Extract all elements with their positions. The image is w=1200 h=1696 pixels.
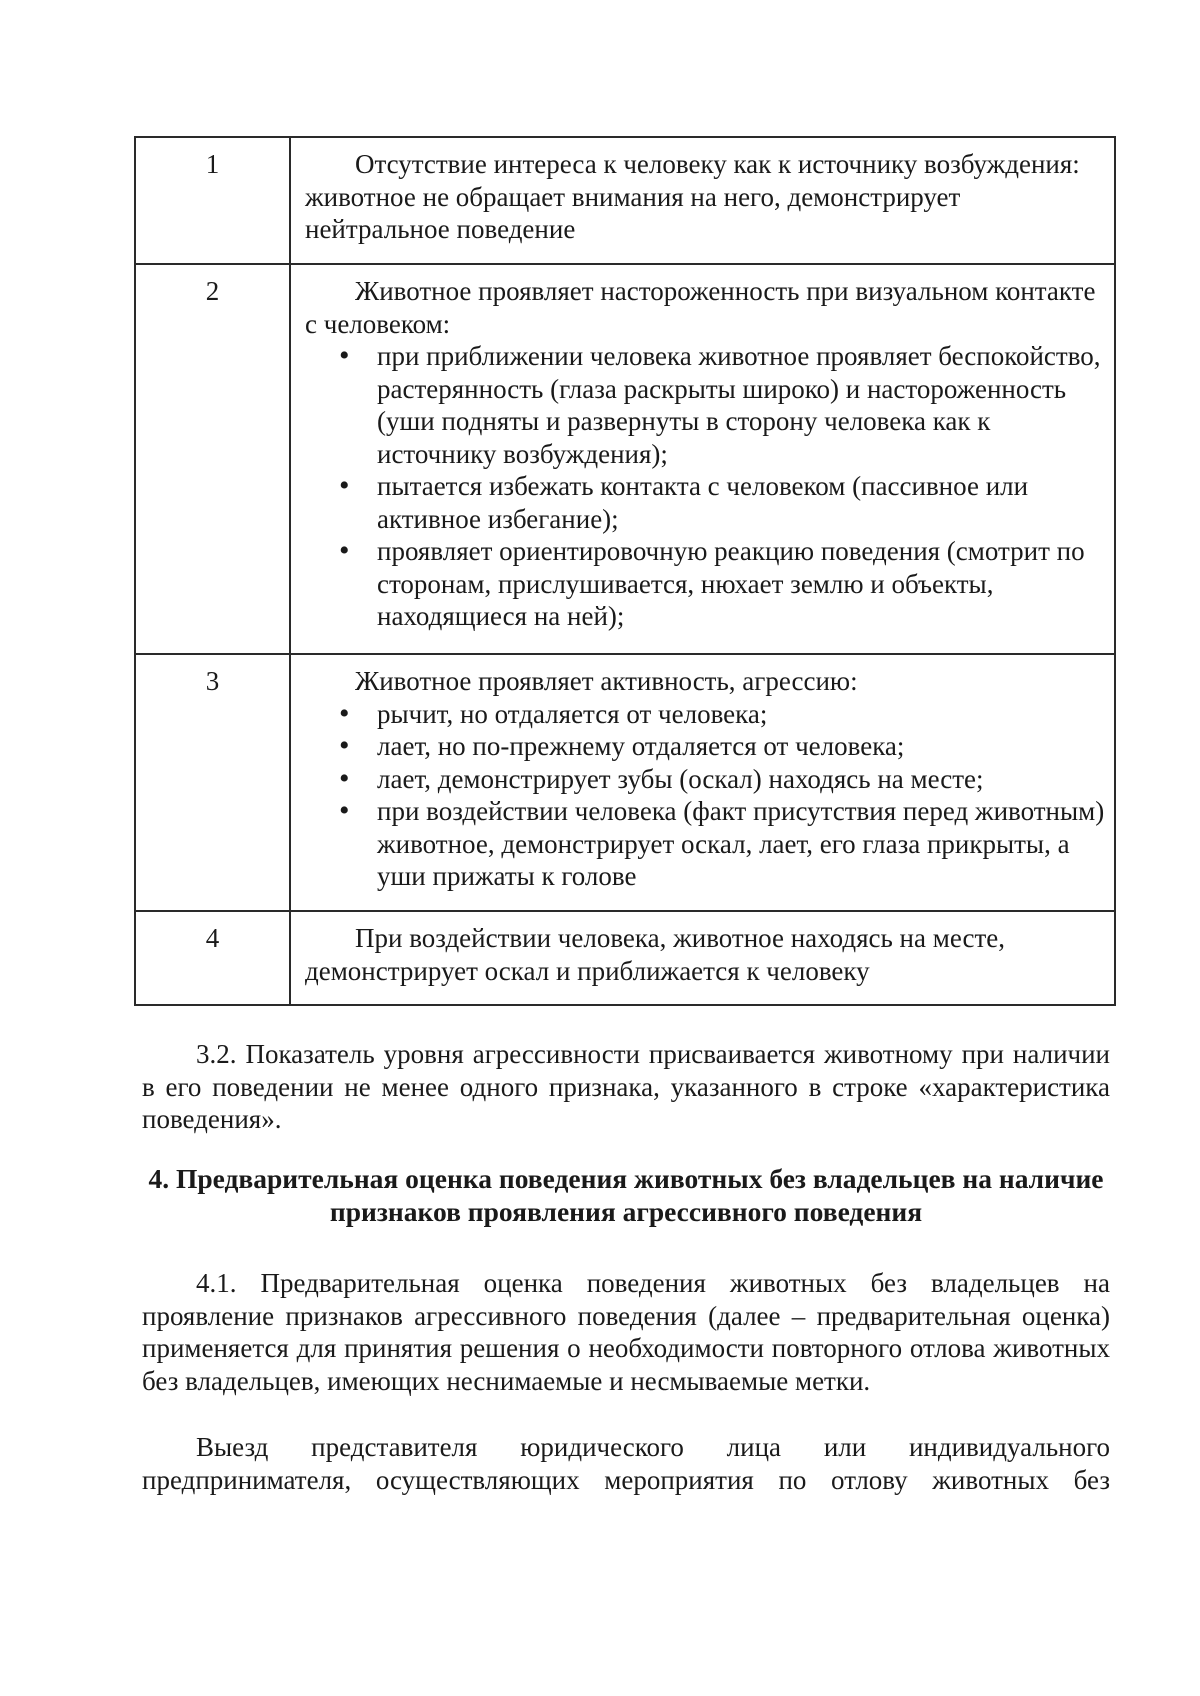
behavior-bullet-list — [305, 698, 1108, 893]
paragraph-3-2: 3.2. Показатель уровня агрессивности присваивается животному при наличии в его поведении не менее одного признака, указанного в строке «характеристика поведения». — [142, 1039, 1110, 1134]
behavior-intro: Животное проявляет настороженность при визуальном контакте с человеком: — [305, 276, 1096, 339]
table-row — [135, 911, 1115, 1005]
level-number: 1 — [135, 137, 290, 264]
paragraph-4-1: 4.1. Предварительная оценка поведения животных без владельцев на проявление признаков агрессивного поведения (далее – предварительная оценка) применяется для принятия решения о необходимости повторного отлова животных без владельцев, имеющих неснимаемые и несмываемые метки. — [142, 1268, 1110, 1396]
list-item: • рычит, но отдаляется от человека; — [377, 698, 1108, 731]
table-row — [135, 264, 1115, 654]
section-4-heading: 4. Предварительная оценка поведения животных без владельцев на наличие признаков проявления агрессивного поведения — [148, 1163, 1104, 1227]
behavior-intro: При воздействии человека, животное находясь на месте, демонстрирует оскал и приближается к человеку — [305, 923, 1005, 986]
behavior-description — [290, 264, 1115, 654]
level-number: 4 — [135, 911, 290, 1005]
behavior-intro: Отсутствие интереса к человеку как к источнику возбуждения: животное не обращает внимания на него, демонстрирует нейтральное поведение — [305, 149, 1080, 244]
aggression-levels-table — [134, 136, 1116, 1006]
behavior-bullet-list — [305, 340, 1108, 633]
list-item: • при приближении человека животное проявляет беспокойство, растерянность (глаза раскрыты широко) и настороженность (уши подняты и развернуты в сторону человека как к источнику возбуждения); — [377, 340, 1108, 470]
list-item: • лает, демонстрирует зубы (оскал) находясь на месте; — [377, 763, 1108, 796]
behavior-description — [290, 911, 1115, 1005]
paragraph-4-1-continued: Выезд представителя юридического лица или индивидуального предпринимателя, осуществляющих мероприятия по отлову животных без — [142, 1432, 1110, 1495]
behavior-description — [290, 137, 1115, 264]
list-item: • лает, но по-прежнему отдаляется от человека; — [377, 730, 1108, 763]
level-number: 3 — [135, 654, 290, 911]
table-row — [135, 137, 1115, 264]
behavior-description — [290, 654, 1115, 911]
list-item: • при воздействии человека (факт присутствия перед животным) животное, демонстрирует оскал, лает, его глаза прикрыты, а уши прижаты к голове — [377, 795, 1108, 893]
level-number: 2 — [135, 264, 290, 654]
table-row — [135, 654, 1115, 911]
list-item: • пытается избежать контакта с человеком (пассивное или активное избегание); — [377, 470, 1108, 535]
behavior-intro: Животное проявляет активность, агрессию: — [355, 666, 858, 696]
list-item: • проявляет ориентировочную реакцию поведения (смотрит по сторонам, прислушивается, нюхает землю и объекты, находящиеся на ней); — [377, 535, 1108, 633]
